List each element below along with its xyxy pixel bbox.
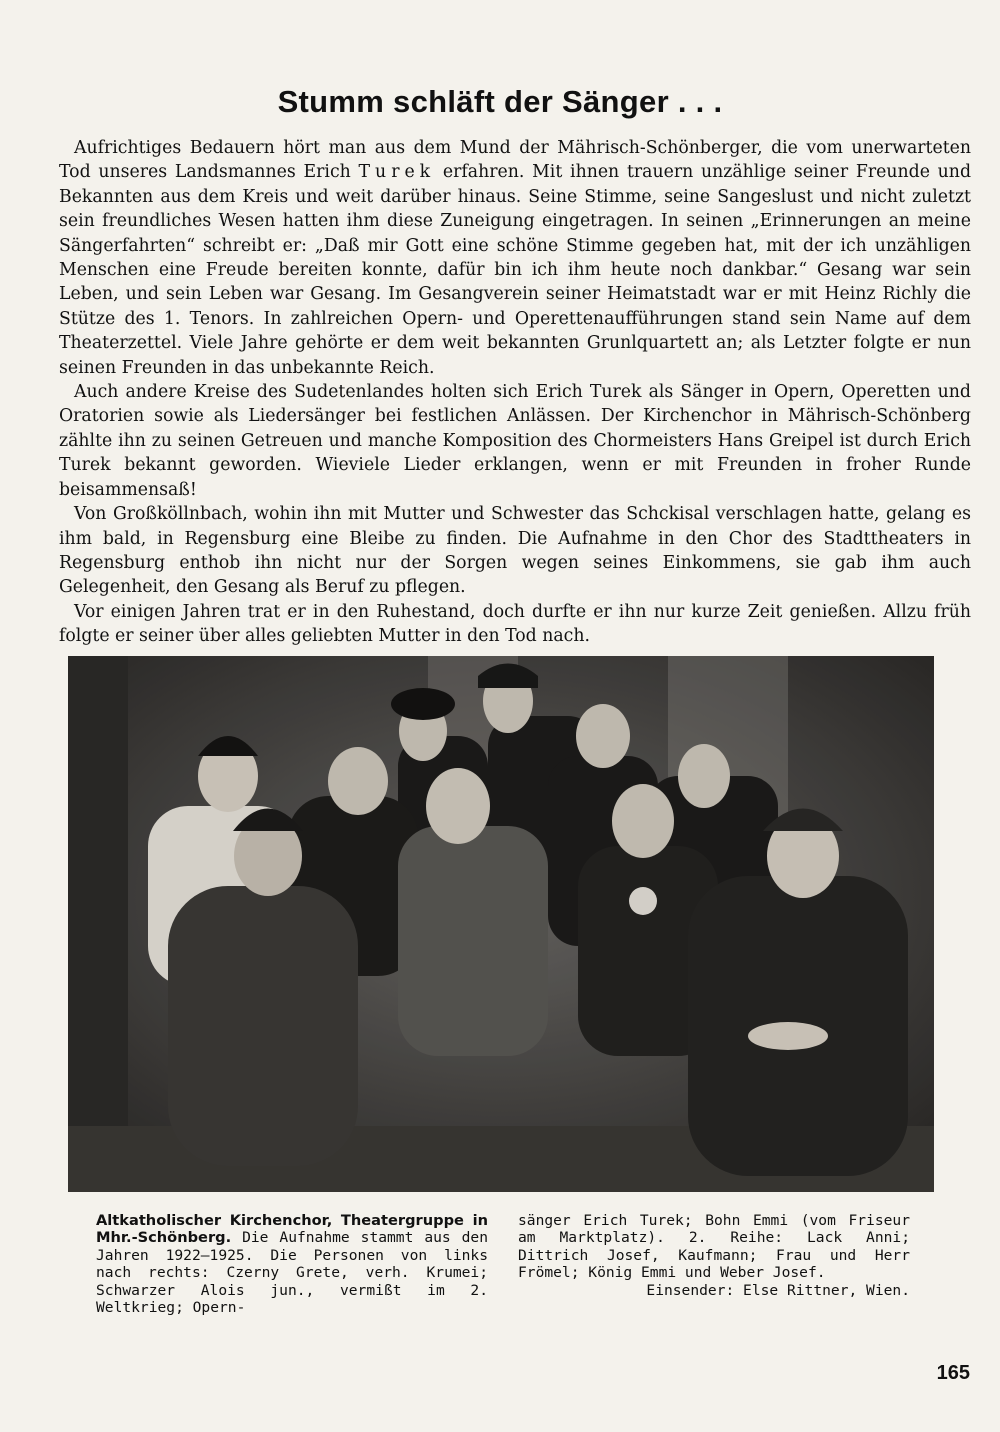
- group-photo: [68, 656, 934, 1192]
- paragraph-1-text-b: erfahren. Mit ihnen trauern unzählige seiner Freunde und Bekannten aus dem Kreis und weit darüber hinaus. Seine Stimme, seine Sangeslust und nicht zuletzt sein freundliches Wesen hatten ihm diese Zuneigung eingetragen. In seinen „Erinnerungen an meine Sängerfahrten“ schreibt er: „Daß mir Gott eine schöne Stimme gegeben hat, mit der ich unzähligen Menschen eine Freude bereiten konnte, dafür bin ich ihm heute noch dankbar.“ Gesang war sein Leben, und sein Leben war Gesang. Im Gesangverein seiner Heimatstadt war er mit Heinz Richly die Stütze des 1. Tenors. In zahlreichen Opern- und Operettenaufführungen stand sein Name auf dem Theaterzettel. Viele Jahre gehörte er dem weit bekannten Grunlquartett an; als Letzter folgte er nun seinen Freunden in das unbekannte Reich.: [59, 162, 972, 378]
- paragraph-3: Von Großköllnbach, wohin ihn mit Mutter und Schwester das Schckisal verschlagen hatte, gelang es ihm bald, in Regensburg eine Bleibe zu finden. Die Aufnahme in den Chor des Stadttheaters in Regensburg enthob ihn nicht nur der Sorgen wegen seines Einkommens, sie gab ihm auch Gelegenheit, den Gesang als Beruf zu pflegen.: [59, 504, 971, 598]
- caption-sender: Einsender: Else Rittner, Wien.: [646, 1281, 910, 1299]
- group-photo-illustration: [68, 656, 934, 1192]
- caption-left-text: Die Aufnahme stammt aus den Jahren 1922—1925. Die Personen von links nach rechts: Czerny Grete, verh. Krumei; Schwarzer Alois jun., vermißt im 2. Weltkrieg; Opern-: [96, 1229, 488, 1317]
- paragraph-2: Auch andere Kreise des Sudetenlandes holten sich Erich Turek als Sänger in Opern, Operetten und Oratorien sowie als Liedersänger bei festlichen Anlässen. Der Kirchenchor in Mährisch-Schönberg zählte ihn zu seinen Getreuen und manche Komposition des Chormeisters Hans Greipel ist durch Erich Turek bekannt geworden. Wieviele Lieder erklangen, wenn er mit Freunden in froher Runde beisammensaß!: [59, 382, 971, 500]
- paragraph-4: Vor einigen Jahren trat er in den Ruhestand, doch durfte er ihn nur kurze Zeit genießen. Allzu früh folgte er seiner über alles geliebten Mutter in den Tod nach.: [59, 601, 971, 647]
- photo-caption-right: [518, 1212, 910, 1299]
- photo-caption-left: [96, 1212, 488, 1316]
- article-title: Stumm schläft der Sänger . . .: [277, 84, 723, 119]
- surname-spaced: Turek: [358, 162, 436, 183]
- paragraph-1-text-a: Aufrichtiges Bedauern hört man aus dem Mund der Mährisch-Schönberger, die vom unerwarteten Tod unseres Landsmannes Erich: [59, 138, 971, 183]
- paragraph-1: [59, 136, 971, 380]
- caption-heading: Altkatholischer Kirchenchor, Theatergruppe in Mhr.-Schönberg.: [96, 1212, 488, 1247]
- caption-right-text: sänger Erich Turek; Bohn Emmi (vom Friseur am Marktplatz). 2. Reihe: Lack Anni; Dittrich Josef, Kaufmann; Frau und Herr Frömel; König Emmi und Weber Josef.: [518, 1212, 910, 1282]
- page-number: 165: [936, 1362, 970, 1384]
- article-body: [59, 136, 971, 649]
